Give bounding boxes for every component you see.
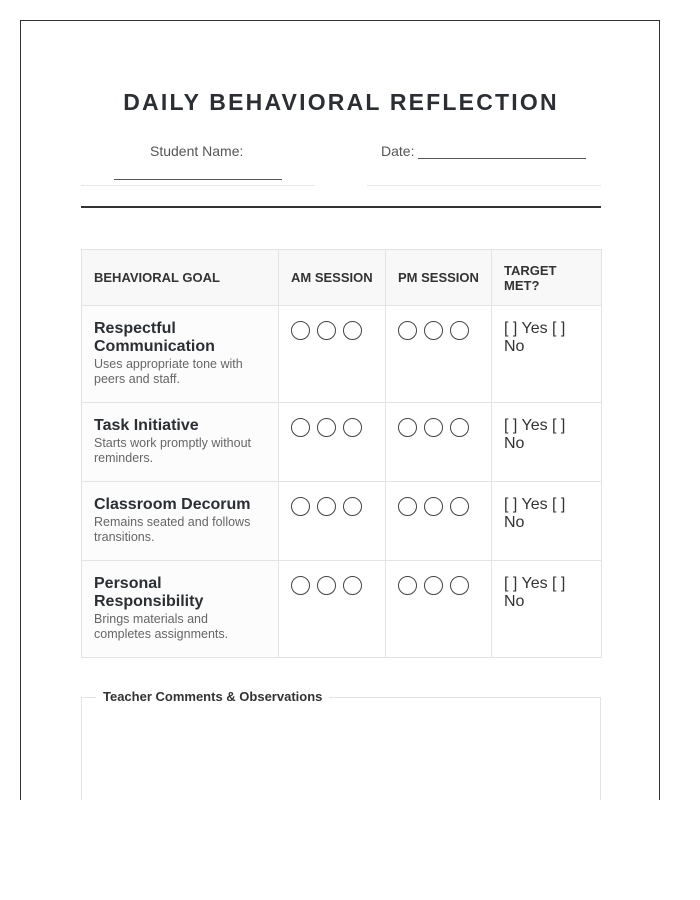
goal-description: Remains seated and follows transitions. — [94, 515, 251, 544]
rating-circle[interactable] — [343, 576, 362, 595]
goal-name: Respectful Communication — [94, 320, 215, 355]
goal-description: Starts work promptly without reminders. — [94, 436, 251, 465]
student-name-label: Student Name: — [150, 143, 244, 159]
rating-circle[interactable] — [317, 576, 336, 595]
target-met-cell — [492, 482, 602, 561]
am-session-cell — [279, 306, 386, 403]
rating-circle[interactable] — [398, 497, 417, 516]
date-field-group — [381, 143, 586, 159]
rating-circle[interactable] — [317, 321, 336, 340]
goal-name: Classroom Decorum — [94, 496, 251, 513]
table-header-row — [82, 250, 602, 306]
pm-session-cell — [386, 306, 492, 403]
rating-circle[interactable] — [450, 497, 469, 516]
am-session-cell — [279, 403, 386, 482]
rating-circle[interactable] — [450, 321, 469, 340]
target-met-checkbox[interactable]: [ ] Yes [ ] No — [504, 575, 566, 610]
date-label: Date: — [381, 143, 415, 159]
rating-circle[interactable] — [343, 321, 362, 340]
rating-circle[interactable] — [424, 576, 443, 595]
column-header-pm: PM SESSION — [386, 250, 492, 306]
column-header-goal: BEHAVIORAL GOAL — [82, 250, 279, 306]
goal-description: Brings materials and completes assignments. — [94, 612, 229, 641]
goal-cell — [82, 561, 279, 658]
table-row — [82, 561, 602, 658]
rating-circle[interactable] — [317, 418, 336, 437]
pm-session-cell — [386, 561, 492, 658]
divider — [367, 185, 601, 186]
target-met-checkbox[interactable]: [ ] Yes [ ] No — [504, 417, 566, 452]
table-row — [82, 482, 602, 561]
target-met-checkbox[interactable]: [ ] Yes [ ] No — [504, 496, 566, 531]
rating-circle[interactable] — [450, 576, 469, 595]
reflection-sheet — [20, 20, 660, 800]
goal-description: Uses appropriate tone with peers and staff. — [94, 357, 243, 386]
rating-circle[interactable] — [343, 497, 362, 516]
divider — [81, 185, 315, 186]
column-header-am: AM SESSION — [279, 250, 386, 306]
pm-session-cell — [386, 403, 492, 482]
rating-circle[interactable] — [343, 418, 362, 437]
column-header-target: TARGET MET? — [492, 250, 602, 306]
behavior-table — [81, 249, 602, 658]
teacher-comments-legend: Teacher Comments & Observations — [96, 689, 329, 704]
header-rule — [81, 206, 601, 208]
rating-circle[interactable] — [317, 497, 336, 516]
rating-circle[interactable] — [424, 321, 443, 340]
rating-circle[interactable] — [450, 418, 469, 437]
rating-circle[interactable] — [424, 418, 443, 437]
target-met-cell — [492, 306, 602, 403]
table-row — [82, 306, 602, 403]
target-met-cell — [492, 561, 602, 658]
rating-circle[interactable] — [291, 321, 310, 340]
rating-circle[interactable] — [424, 497, 443, 516]
goal-cell — [82, 306, 279, 403]
rating-circle[interactable] — [398, 321, 417, 340]
am-session-cell — [279, 482, 386, 561]
rating-circle[interactable] — [291, 576, 310, 595]
goal-name: Task Initiative — [94, 417, 199, 434]
rating-circle[interactable] — [291, 497, 310, 516]
rating-circle[interactable] — [398, 418, 417, 437]
pm-session-cell — [386, 482, 492, 561]
student-name-field[interactable] — [114, 179, 282, 180]
teacher-comments-box[interactable] — [81, 689, 601, 800]
goal-cell — [82, 403, 279, 482]
target-met-cell — [492, 403, 602, 482]
goal-cell — [82, 482, 279, 561]
table-row — [82, 403, 602, 482]
am-session-cell — [279, 561, 386, 658]
date-field[interactable] — [418, 144, 586, 159]
rating-circle[interactable] — [398, 576, 417, 595]
goal-name: Personal Responsibility — [94, 575, 204, 610]
target-met-checkbox[interactable]: [ ] Yes [ ] No — [504, 320, 566, 355]
rating-circle[interactable] — [291, 418, 310, 437]
page-title: DAILY BEHAVIORAL REFLECTION — [123, 89, 559, 115]
